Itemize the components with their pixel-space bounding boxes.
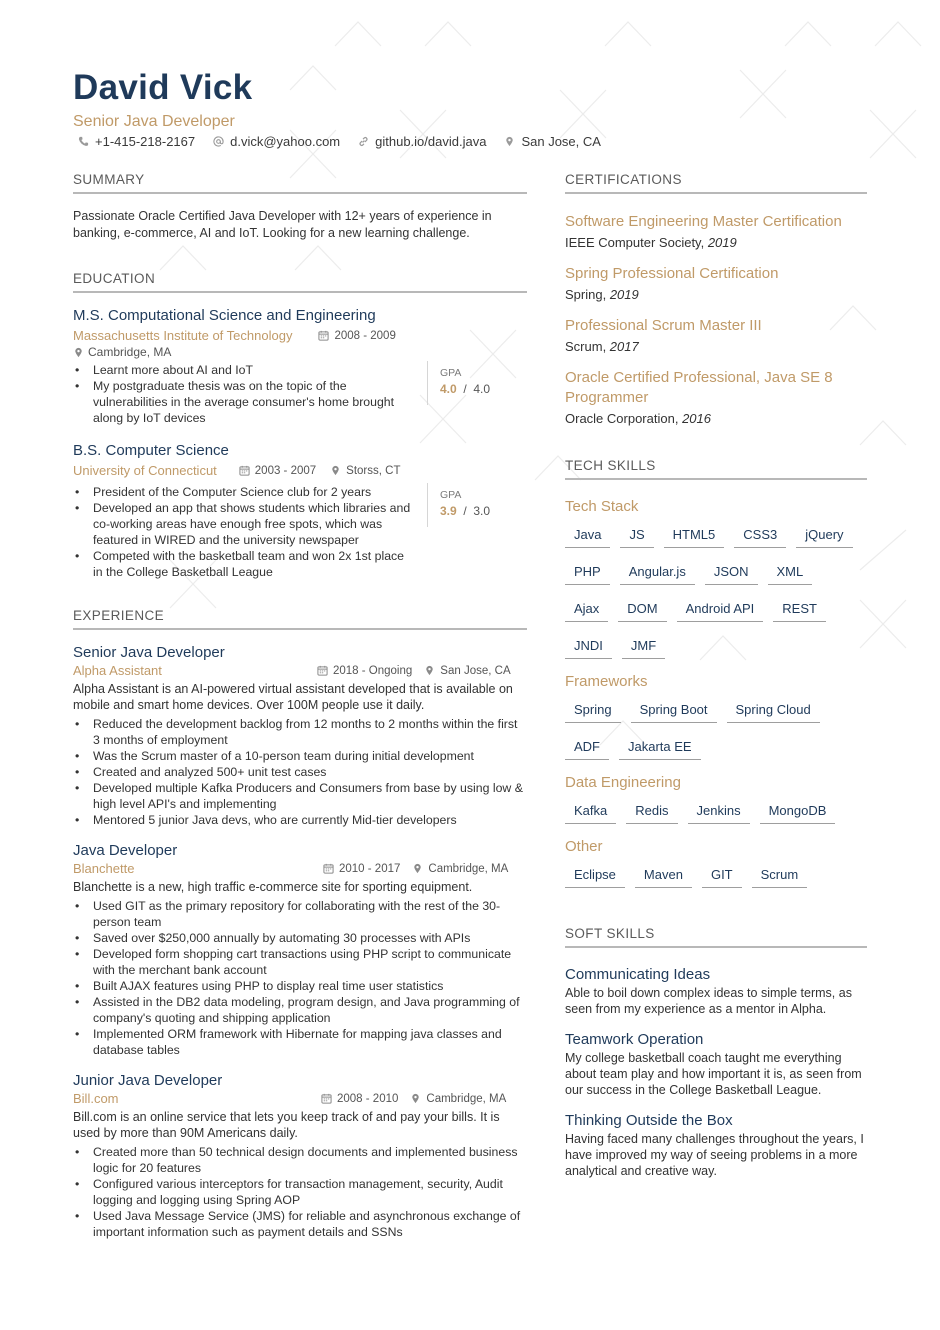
- job-location-text: Cambridge, MA: [426, 1092, 507, 1105]
- job-meta-row: [73, 663, 527, 678]
- soft-skill-entry: [565, 966, 867, 1017]
- edu-location: [73, 345, 527, 359]
- location-pin-icon: [410, 1093, 421, 1104]
- job-dates: [317, 665, 412, 677]
- list-item: • Reduced the development backlog from 12 months to 2 months within the first 3 months of employment: [73, 716, 527, 748]
- job-bullets: [73, 716, 527, 828]
- contact-github-text: github.io/david.java: [375, 134, 487, 149]
- education-entry: [73, 307, 527, 426]
- calendar-icon: [317, 665, 328, 676]
- job-location: [412, 863, 508, 875]
- job-dates: [323, 863, 400, 875]
- skill-tag: Maven: [635, 861, 692, 888]
- edu-degree: M.S. Computational Science and Engineering: [73, 307, 376, 324]
- soft-skill-name: Thinking Outside the Box: [565, 1112, 733, 1129]
- skill-tag: JSON: [705, 558, 758, 585]
- skill-group-title: Other: [565, 838, 603, 855]
- list-item: • Assisted in the DB2 data modeling, program design, and Java programming of company's quoting and shipping application: [73, 994, 527, 1026]
- calendar-icon: [321, 1093, 332, 1104]
- job-company: Alpha Assistant: [73, 663, 162, 678]
- cert-org: IEEE Computer Society, 2019: [565, 235, 737, 250]
- job-company: Blanchette: [73, 861, 135, 876]
- list-item: • Saved over $250,000 annually by automating 30 processes with APIs: [73, 930, 527, 946]
- skill-tag: Java: [565, 521, 610, 548]
- job-location: [424, 665, 510, 677]
- job-location-text: Cambridge, MA: [428, 862, 509, 875]
- skill-tag: ADF: [565, 733, 609, 760]
- phone-icon: [78, 136, 89, 147]
- gpa-box: [427, 483, 490, 527]
- soft-skill-text: Having faced many challenges throughout the years, I have improved my way of seeing problems in a more analytical and creative way.: [565, 1132, 864, 1178]
- cert-org: Spring, 2019: [565, 287, 639, 302]
- skill-tag: JMF: [622, 632, 665, 659]
- cert-name: Software Engineering Master Certification: [565, 213, 842, 230]
- skill-tag: Kafka: [565, 797, 616, 824]
- list-item: • Was the Scrum master of a 10-person team during initial development: [73, 748, 527, 764]
- summary-heading: SUMMARY: [73, 172, 527, 194]
- cert-org: Oracle Corporation, 2016: [565, 411, 711, 426]
- certifications-heading: CERTIFICATIONS: [565, 172, 867, 194]
- location-pin-icon: [504, 136, 515, 147]
- list-item: • Used GIT as the primary repository for collaborating with the rest of the 30-person team: [73, 898, 527, 930]
- education-heading: EDUCATION: [73, 271, 527, 293]
- soft-skills-heading: SOFT SKILLS: [565, 926, 867, 948]
- gpa-value: 3.9 / 3.0: [440, 504, 491, 518]
- edu-location-text: Storss, CT: [346, 464, 401, 477]
- soft-skill-name: Communicating Ideas: [565, 966, 711, 983]
- cert-name: Spring Professional Certification: [565, 265, 779, 282]
- skill-group: [565, 498, 867, 669]
- skill-tag: Eclipse: [565, 861, 625, 888]
- gpa-value: 4.0 / 4.0: [440, 382, 491, 396]
- job-location: [410, 1093, 506, 1105]
- contact-github[interactable]: [358, 134, 486, 149]
- edu-degree: B.S. Computer Science: [73, 442, 229, 459]
- cert-year: 2017: [609, 339, 639, 354]
- gpa-score: 3.9: [440, 504, 457, 518]
- edu-body: [73, 481, 527, 580]
- candidate-role: Senior Java Developer: [73, 113, 235, 130]
- certification-entry: [565, 212, 867, 250]
- soft-skill-entry: [565, 1112, 867, 1179]
- skill-tag: Angular.js: [620, 558, 695, 585]
- skill-group-title: Tech Stack: [565, 498, 639, 515]
- job-bullets: [73, 1144, 527, 1240]
- edu-school: Massachusetts Institute of Technology: [73, 328, 293, 343]
- education-entry: [73, 442, 527, 580]
- list-item: • Created more than 50 technical design documents and implemented business logic for 20 features: [73, 1144, 527, 1176]
- skill-tags: [565, 521, 867, 669]
- tech-skills-heading: TECH SKILLS: [565, 458, 867, 480]
- cert-org: Scrum, 2017: [565, 339, 639, 354]
- edu-dates: [239, 465, 316, 477]
- edu-meta-row: [73, 328, 527, 343]
- list-item: • Developed an app that shows students which libraries and co-working areas have enough free spots, which was featured in WIRED and the university newspaper: [73, 500, 413, 548]
- job-dates-text: 2008 - 2010: [337, 1092, 399, 1105]
- edu-bullets: [73, 484, 413, 580]
- edu-dates: [318, 330, 395, 342]
- skill-tag: MongoDB: [760, 797, 836, 824]
- edu-body: [73, 359, 527, 426]
- skill-tag: PHP: [565, 558, 610, 585]
- skill-group-title: Frameworks: [565, 673, 648, 690]
- list-item: • My postgraduate thesis was on the topic of the vulnerabilities in the average consumer's home brought along by IoT devices: [73, 378, 413, 426]
- skill-group: [565, 838, 867, 898]
- calendar-icon: [318, 330, 329, 341]
- calendar-icon: [323, 863, 334, 874]
- list-item: • Mentored 5 junior Java devs, who are currently Mid-tier developers: [73, 812, 527, 828]
- candidate-name: David Vick: [73, 68, 253, 107]
- contact-bar: [78, 134, 601, 149]
- location-pin-icon: [424, 665, 435, 676]
- cert-org-name: Scrum: [565, 339, 603, 354]
- cert-year: 2016: [682, 411, 711, 426]
- skill-tag: GIT: [702, 861, 742, 888]
- list-item: • Developed multiple Kafka Producers and Consumers from base by using low & high level API's and implementing: [73, 780, 527, 812]
- skill-tag: Android API: [677, 595, 764, 622]
- skill-tag: JNDI: [565, 632, 612, 659]
- contact-email-text: d.vick@yahoo.com: [230, 134, 341, 149]
- skill-tag: jQuery: [796, 521, 852, 548]
- skill-tag: Jenkins: [688, 797, 750, 824]
- soft-skill-entry: [565, 1031, 867, 1098]
- soft-skill-name: Teamwork Operation: [565, 1031, 704, 1048]
- gpa-max: 3.0: [473, 504, 491, 518]
- contact-phone-text: +1-415-218-2167: [95, 134, 196, 149]
- list-item: • Implemented ORM framework with Hibernate for mapping java classes and database tables: [73, 1026, 527, 1058]
- gpa-box: [427, 361, 490, 405]
- experience-entry: [73, 1072, 527, 1240]
- cert-org-name: Spring: [565, 287, 603, 302]
- job-description: Blanchette is a new, high traffic e-commerce site for sporting equipment.: [73, 880, 473, 894]
- skill-tag: Ajax: [565, 595, 608, 622]
- calendar-icon: [239, 465, 250, 476]
- edu-location-text: Cambridge, MA: [88, 345, 172, 359]
- cert-org-name: Oracle Corporation: [565, 411, 675, 426]
- job-dates-text: 2018 - Ongoing: [333, 664, 413, 677]
- job-meta-row: [73, 861, 527, 876]
- skill-tag: REST: [773, 595, 826, 622]
- edu-bullets: [73, 362, 413, 426]
- skill-tag: Scrum: [752, 861, 808, 888]
- list-item: • President of the Computer Science club for 2 years: [73, 484, 413, 500]
- job-bullets: [73, 898, 527, 1058]
- right-column: [565, 172, 867, 1179]
- contact-email[interactable]: [213, 134, 340, 149]
- skill-tag: Spring Boot: [631, 696, 717, 723]
- skill-tags: [565, 696, 867, 770]
- list-item: • Built AJAX features using PHP to display real time user statistics: [73, 978, 527, 994]
- skill-group: [565, 673, 867, 770]
- link-icon: [358, 136, 369, 147]
- gpa-label: GPA: [440, 367, 462, 379]
- location-pin-icon: [73, 347, 84, 358]
- experience-entry: [73, 842, 527, 1058]
- summary-text: Passionate Oracle Certified Java Developer with 12+ years of experience in banking, e-commerce, AI and IoT. Looking for a new learning challenge.: [73, 209, 492, 240]
- skill-tag: Spring Cloud: [727, 696, 820, 723]
- list-item: • Used Java Message Service (JMS) for reliable and asynchronous exchange of important information such as payment details and SSNs: [73, 1208, 527, 1240]
- contact-phone[interactable]: [78, 134, 195, 149]
- cert-name: Professional Scrum Master III: [565, 317, 762, 334]
- skill-tags: [565, 797, 867, 834]
- skill-tag: XML: [768, 558, 813, 585]
- job-title: Java Developer: [73, 842, 178, 859]
- job-dates-text: 2010 - 2017: [339, 862, 401, 875]
- location-pin-icon: [412, 863, 423, 874]
- soft-skill-text: Able to boil down complex ideas to simple terms, as seen from my experience as a mentor in Alpha.: [565, 986, 852, 1016]
- job-company: Bill.com: [73, 1091, 119, 1106]
- gpa-max: 4.0: [473, 382, 491, 396]
- gpa-label: GPA: [440, 489, 462, 501]
- job-meta-row: [73, 1091, 527, 1106]
- contact-location-text: San Jose, CA: [521, 134, 601, 149]
- certification-entry: [565, 316, 867, 354]
- edu-meta-row: [73, 463, 527, 478]
- skill-tag: Jakarta EE: [619, 733, 701, 760]
- gpa-score: 4.0: [440, 382, 457, 396]
- list-item: • Competed with the basketball team and won 2x 1st place in the College Basketball League: [73, 548, 413, 580]
- cert-org-name: IEEE Computer Society: [565, 235, 701, 250]
- experience-heading: EXPERIENCE: [73, 608, 527, 630]
- skill-group: [565, 774, 867, 834]
- cert-year: 2019: [609, 287, 639, 302]
- edu-dates-text: 2003 - 2007: [254, 464, 317, 477]
- experience-entry: [73, 644, 527, 828]
- job-title: Junior Java Developer: [73, 1072, 223, 1089]
- soft-skill-text: My college basketball coach taught me everything about team play and how important it is, as seen from our success in the College Basketball League.: [565, 1051, 862, 1097]
- skill-tags: [565, 861, 867, 898]
- skill-tag: JS: [620, 521, 653, 548]
- contact-location: [504, 134, 601, 149]
- list-item: • Created and analyzed 500+ unit test cases: [73, 764, 527, 780]
- at-icon: [213, 136, 224, 147]
- skill-group-title: Data Engineering: [565, 774, 681, 791]
- skill-tag: Redis: [626, 797, 677, 824]
- certification-entry: [565, 368, 867, 426]
- job-description: Alpha Assistant is an AI-powered virtual assistant developed that is available on mobile and smart home devices. Over 100M people use it daily.: [73, 682, 513, 712]
- cert-name: Oracle Certified Professional, Java SE 8 Programmer: [565, 369, 833, 406]
- skill-tag: CSS3: [734, 521, 786, 548]
- cert-year: 2019: [707, 235, 737, 250]
- left-column: [73, 172, 527, 1240]
- skill-tag: HTML5: [664, 521, 725, 548]
- list-item: • Learnt more about AI and IoT: [73, 362, 413, 378]
- list-item: • Developed form shopping cart transactions using PHP script to communicate with the merchant bank account: [73, 946, 527, 978]
- skill-tag: DOM: [618, 595, 666, 622]
- list-item: • Configured various interceptors for transaction management, security, Audit logging and logging using Spring AOP: [73, 1176, 527, 1208]
- location-pin-icon: [330, 465, 341, 476]
- job-location-text: San Jose, CA: [440, 664, 511, 677]
- edu-dates-text: 2008 - 2009: [334, 329, 396, 342]
- certification-entry: [565, 264, 867, 302]
- job-dates: [321, 1093, 398, 1105]
- edu-school: University of Connecticut: [73, 463, 217, 478]
- job-title: Senior Java Developer: [73, 644, 225, 661]
- edu-location: [330, 465, 400, 477]
- skill-tag: Spring: [565, 696, 621, 723]
- job-description: Bill.com is an online service that lets you keep track of and pay your bills. It is used by more than 90M Americans daily.: [73, 1110, 500, 1140]
